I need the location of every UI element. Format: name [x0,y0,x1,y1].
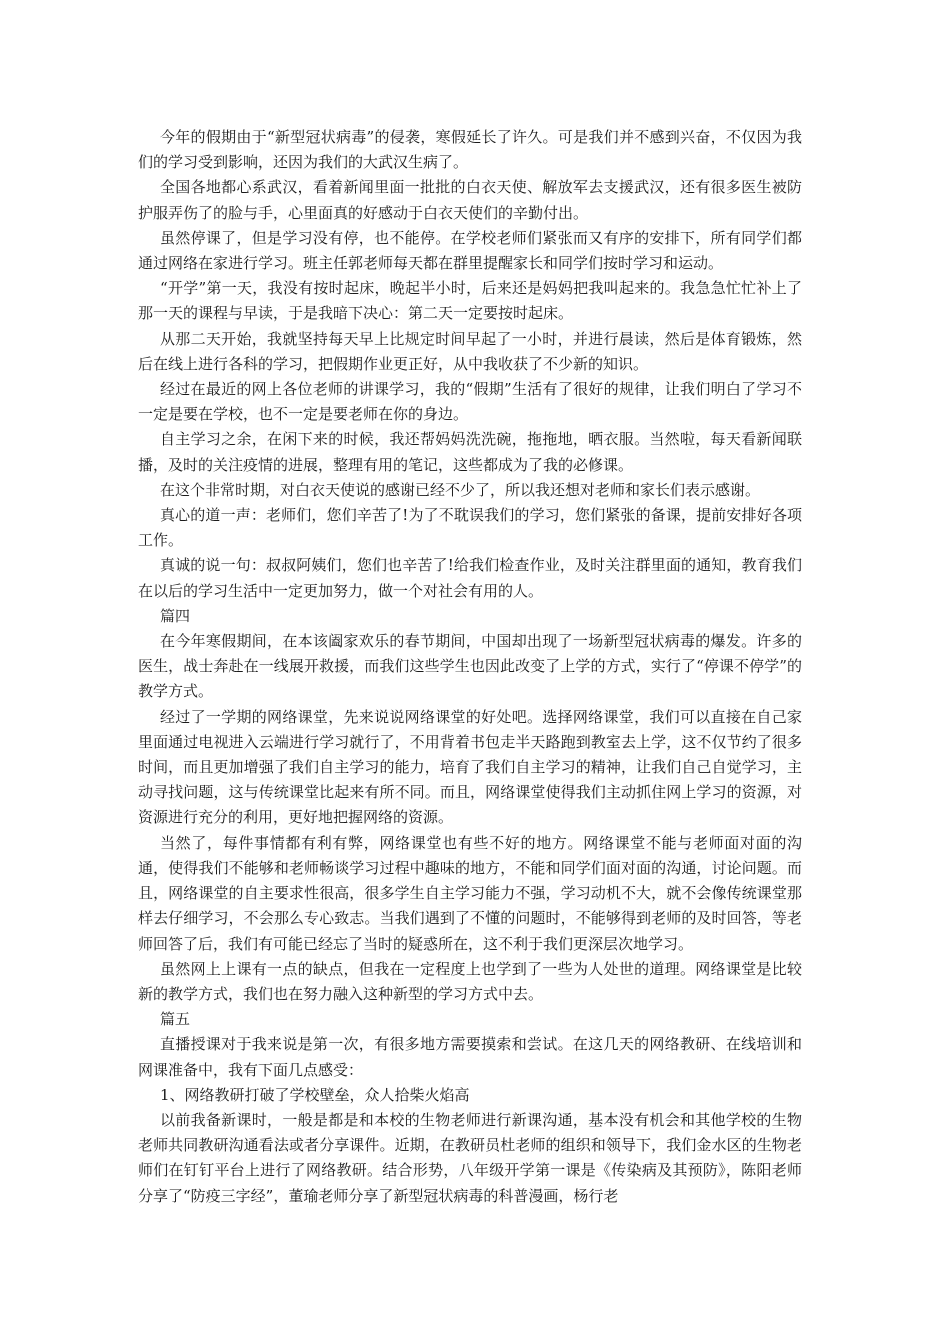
paragraph: 全国各地都心系武汉，看着新闻里面一批批的白衣天使、解放军去支援武汉，还有很多医生被防护服弄伤了的脸与手，心里面真的好感动于白衣天使们的辛勤付出。 [138,178,802,222]
paragraph: 直播授课对于我来说是第一次，有很多地方需要摸索和尝试。在这几天的网络教研、在线培训和网课准备中，我有下面几点感受： [138,1035,802,1079]
section-heading: 篇四 [160,606,191,625]
paragraph: 自主学习之余，在闲下来的时候，我还帮妈妈洗洗碗，拖拖地，晒衣服。当然啦，每天看新闻联播，及时的关注疫情的进展，整理有用的笔记，这些都成为了我的必修课。 [138,430,802,474]
paragraph: 以前我备新课时，一般是都是和本校的生物老师进行新课沟通，基本没有机会和其他学校的生物老师共同教研沟通看法或者分享课件。近期，在教研员杜老师的组织和领导下，我们金水区的生物老师们在钉钉平台上进行了网络教研。结合形势，八年级开学第一课是《传染病及其预防》，陈阳老师分享了“防疫三字经”，董瑜老师分享了新型冠状病毒的科普漫画，杨行老 [138,1110,802,1205]
paragraph: 虽然网上上课有一点的缺点，但我在一定程度上也学到了一些为人处世的道理。网络课堂是比较新的教学方式，我们也在努力融入这种新型的学习方式中去。 [138,959,802,1003]
document-body [138,125,802,1209]
paragraph: 在这个非常时期，对白衣天使说的感谢已经不少了，所以我还想对老师和家长们表示感谢。 [160,480,761,499]
paragraph: 从那二天开始，我就坚持每天早上比规定时间早起了一小时，并进行晨读，然后是体育锻炼，然后在线上进行各科的学习，把假期作业更正好，从中我收获了不少新的知识。 [138,329,802,373]
paragraph: 今年的假期由于“新型冠状病毒”的侵袭，寒假延长了许久。可是我们并不感到兴奋，不仅因为我们的学习受到影响，还因为我们的大武汉生病了。 [138,128,802,172]
paragraph: 真心的道一声：老师们，您们辛苦了!为了不耽误我们的学习，您们紧张的备课，提前安排好各项工作。 [138,506,802,550]
paragraph: 当然了，每件事情都有利有弊，网络课堂也有些不好的地方。网络课堂不能与老师面对面的沟通，使得我们不能够和老师畅谈学习过程中趣味的地方，不能和同学们面对面的沟通，讨论问题。而且，网络课堂的自主要求性很高，很多学生自主学习能力不强，学习动机不大，就不会像传统课堂那样去仔细学习，不会那么专心致志。当我们遇到了不懂的问题时，不能够得到老师的及时回答，等老师回答了后，我们有可能已经忘了当时的疑惑所在，这不利于我们更深层次地学习。 [138,833,802,953]
paragraph: 经过了一学期的网络课堂，先来说说网络课堂的好处吧。选择网络课堂，我们可以直接在自己家里面通过电视进入云端进行学习就行了，不用背着书包走半天路跑到教室去上学，这不仅节约了很多时间，而且更加增强了我们自主学习的能力，培育了我们自主学习的精神，让我们自己自觉学习，主动寻找问题，这与传统课堂比起来有所不同。而且，网络课堂使得我们主动抓住网上学习的资源，对资源进行充分的利用，更好地把握网络的资源。 [138,707,802,827]
paragraph: 虽然停课了，但是学习没有停，也不能停。在学校老师们紧张而又有序的安排下，所有同学们都通过网络在家进行学习。班主任郭老师每天都在群里提醒家长和同学们按时学习和运动。 [138,228,802,273]
section-heading: 篇五 [160,1010,191,1029]
paragraph: 经过在最近的网上各位老师的讲课学习，我的“假期”生活有了很好的规律，让我们明白了学习不一定是要在学校，也不一定是要老师在你的身边。 [138,380,802,424]
paragraph: 真诚的说一句：叔叔阿姨们，您们也辛苦了!给我们检查作业，及时关注群里面的通知，教育我们在以后的学习生活中一定更加努力，做一个对社会有用的人。 [138,556,802,600]
paragraph: 在今年寒假期间，在本该阖家欢乐的春节期间，中国却出现了一场新型冠状病毒的爆发。许多的医生，战士奔赴在一线展开救援，而我们这些学生也因此改变了上学的方式，实行了“停课不停学”的教学方式。 [138,632,802,701]
subheading: 1、网络教研打破了学校壁垒，众人拾柴火焰高 [160,1085,470,1104]
paragraph: “开学”第一天，我没有按时起床，晚起半小时，后来还是妈妈把我叫起来的。我急急忙忙补上了那一天的课程与早读，于是我暗下决心：第二天一定要按时起床。 [138,279,802,323]
